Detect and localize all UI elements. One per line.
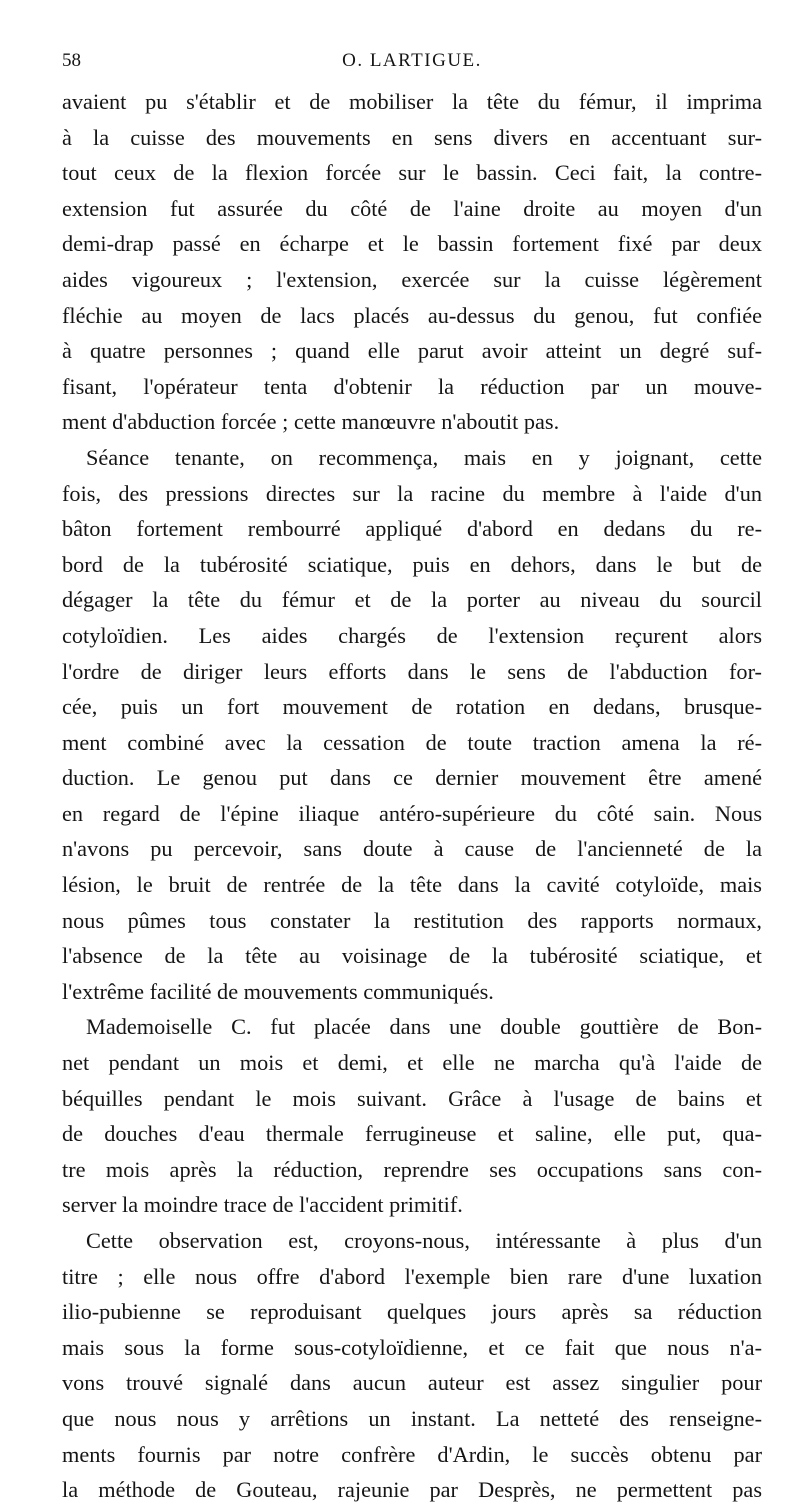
text-line: titre ; elle nous offre d'abord l'exemple bien rare d'une luxation (62, 1263, 762, 1289)
paragraph (62, 1223, 762, 1508)
text-line: Mademoiselle C. fut placée dans une double gouttière de Bon- (86, 1014, 762, 1040)
text-line: dégager la tête du fémur et de la porter au niveau du sourcil (62, 587, 762, 613)
text-line: fléchie au moyen de lacs placés au-dessus du genou, fut confiée (62, 302, 762, 328)
text-line: fois, des pressions directes sur la racine du membre à l'aide d'un (62, 480, 762, 506)
text-line: bord de la tubérosité sciatique, puis en dehors, dans le but de (62, 551, 762, 577)
text-line: l'absence de la tête au voisinage de la tubérosité sciatique, et (62, 943, 762, 969)
text-line: bâton fortement rembourré appliqué d'abord en dedans du re- (62, 516, 762, 542)
page-number: 58 (62, 50, 81, 71)
text-line: ilio-pubienne se reproduisant quelques jours après sa réduction (62, 1299, 762, 1325)
text-line: à quatre personnes ; quand elle parut avoir atteint un degré suf- (62, 338, 762, 364)
text-line: duction. Le genou put dans ce dernier mouvement être amené (62, 765, 762, 791)
text-line: ment combiné avec la cessation de toute traction amena la ré- (62, 729, 762, 755)
paragraph (62, 84, 762, 440)
text-line: avaient pu s'établir et de mobiliser la tête du fémur, il imprima (62, 89, 762, 114)
text-line: l'extrême facilité de mouvements communiqués. (62, 978, 494, 1004)
book-page (62, 50, 762, 1508)
text-line: n'avons pu percevoir, sans doute à cause de l'ancienneté de la (62, 836, 762, 862)
text-line: lésion, le bruit de rentrée de la tête dans la cavité cotyloïde, mais (62, 872, 762, 898)
text-line: nous pûmes tous constater la restitution des rapports normaux, (62, 907, 762, 933)
text-line: mais sous la forme sous-cotyloïdienne, et ce fait que nous n'a- (62, 1334, 762, 1360)
text-line: aides vigoureux ; l'extension, exercée sur la cuisse légèrement (62, 266, 762, 292)
text-line: fisant, l'opérateur tenta d'obtenir la réduction par un mouve- (62, 373, 762, 399)
text-line: vons trouvé signalé dans aucun auteur est assez singulier pour (62, 1370, 762, 1396)
text-line: la méthode de Gouteau, rajeunie par Desprès, ne permettent pas (62, 1477, 762, 1503)
text-line: demi-drap passé en écharpe et le bassin fortement fixé par deux (62, 231, 762, 257)
text-line: l'ordre de diriger leurs efforts dans le sens de l'abduction for- (62, 658, 762, 684)
text-line: cée, puis un fort mouvement de rotation en dedans, brusque- (62, 694, 762, 720)
running-title: O. LARTIGUE. (342, 50, 482, 71)
text-line: que nous nous y arrêtions un instant. La netteté des renseigne- (62, 1405, 762, 1431)
text-line: en regard de l'épine iliaque antéro-supérieure du côté sain. Nous (62, 800, 762, 826)
text-line: Séance tenante, on recommença, mais en y joignant, cette (86, 444, 762, 470)
text-line: server la moindre trace de l'accident primitif. (62, 1192, 463, 1218)
paragraph (62, 440, 762, 1010)
text-line: de douches d'eau thermale ferrugineuse et saline, elle put, qua- (62, 1121, 762, 1147)
running-head (62, 50, 762, 84)
text-line: à la cuisse des mouvements en sens divers en accentuant sur- (62, 124, 762, 150)
text-line: Cette observation est, croyons-nous, intéressante à plus d'un (86, 1228, 762, 1253)
text-line: tre mois après la réduction, reprendre ses occupations sans con- (62, 1156, 762, 1182)
body-text (62, 84, 762, 1508)
text-line: ments fournis par notre confrère d'Ardin, le succès obtenu par (62, 1441, 762, 1467)
text-line: net pendant un mois et demi, et elle ne marcha qu'à l'aide de (62, 1050, 762, 1076)
paragraph (62, 1009, 762, 1223)
text-line: béquilles pendant le mois suivant. Grâce à l'usage de bains et (62, 1085, 762, 1111)
text-line: extension fut assurée du côté de l'aine droite au moyen d'un (62, 195, 762, 221)
text-line: tout ceux de la flexion forcée sur le bassin. Ceci fait, la contre- (62, 160, 762, 186)
text-line: ment d'abduction forcée ; cette manœuvre n'aboutit pas. (62, 409, 560, 435)
text-line: cotyloïdien. Les aides chargés de l'extension reçurent alors (62, 622, 762, 648)
